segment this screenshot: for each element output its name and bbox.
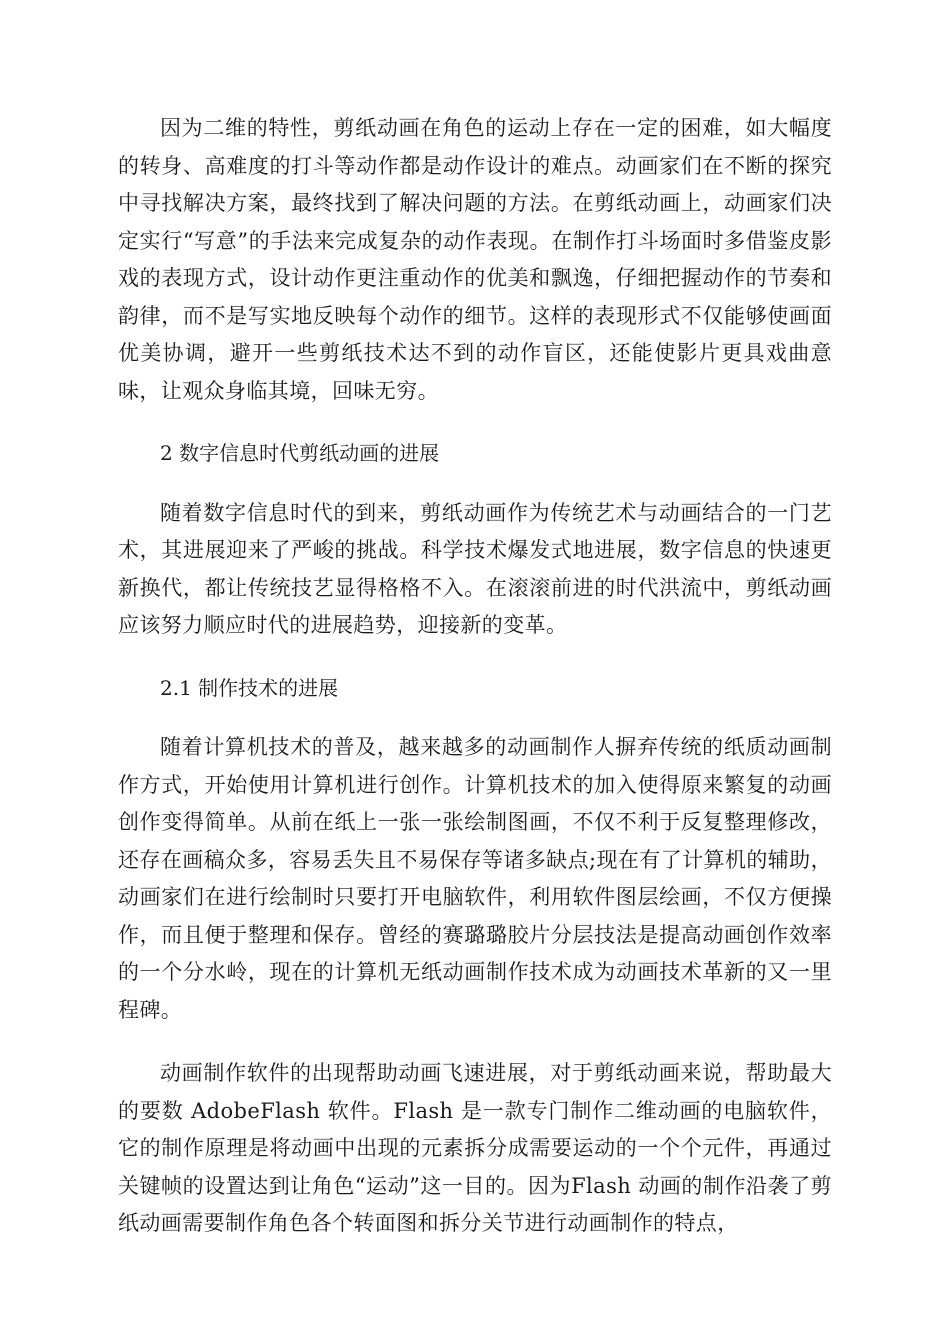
body-paragraph-flash-software: 动画制作软件的出现帮助动画飞速进展，对于剪纸动画来说，帮助最大的要数 AdobeFlash 软件。Flash 是一款专门制作二维动画的电脑软件，它的制作原理是将动画中出现的元素拆分成需要运动的一个个元件，再通过关键帧的设置达到让角色“运动”这一目的。因为Flash 动画的制作沿袭了剪纸动画需要制作角色各个转面图和拆分关节进行动画制作的特点， [118,1061,832,1235]
subsection-heading-production-tech: 2.1 制作技术的进展 [160,675,339,700]
section-heading-digital-era: 2 数字信息时代剪纸动画的进展 [160,441,440,465]
body-paragraph-cutout-motion: 因为二维的特性，剪纸动画在角色的运动上存在一定的困难，如大幅度的转身、高难度的打斗等动作都是动作设计的难点。动画家们在不断的探究中寻找解决方案，最终找到了解决问题的方法。在剪纸动画上，动画家们决定实行“写意”的手法来完成复杂的动作表现。在制作打斗场面时多借鉴皮影戏的表现方式，设计动作更注重动作的优美和飘逸，仔细把握动作的节奏和韵律，而不是写实地反映每个动作的细节。这样的表现形式不仅能够使画面优美协调，避开一些剪纸技术达不到的动作盲区，还能使影片更具戏曲意味，让观众身临其境，回味无穷。 [118,116,832,403]
body-paragraph-digital-challenge: 随着数字信息时代的到来，剪纸动画作为传统艺术与动画结合的一门艺术，其进展迎来了严峻的挑战。科学技术爆发式地进展，数字信息的快速更新换代，都让传统技艺显得格格不入。在滚滚前进的时代洪流中，剪纸动画应该努力顺应时代的进展趋势，迎接新的变革。 [118,500,832,637]
body-paragraph-computer-tech: 随着计算机技术的普及，越来越多的动画制作人摒弃传统的纸质动画制作方式，开始使用计算机进行创作。计算机技术的加入使得原来繁复的动画创作变得简单。从前在纸上一张一张绘制图画，不仅不利于反复整理修改，还存在画稿众多，容易丢失且不易保存等诸多缺点;现在有了计算机的辅助，动画家们在进行绘制时只要打开电脑软件，利用软件图层绘画，不仅方便操作，而且便于整理和保存。曾经的赛璐璐胶片分层技法是提高动画创作效率的一个分水岭，现在的计算机无纸动画制作技术成为动画技术革新的又一里程碑。 [118,735,832,1022]
